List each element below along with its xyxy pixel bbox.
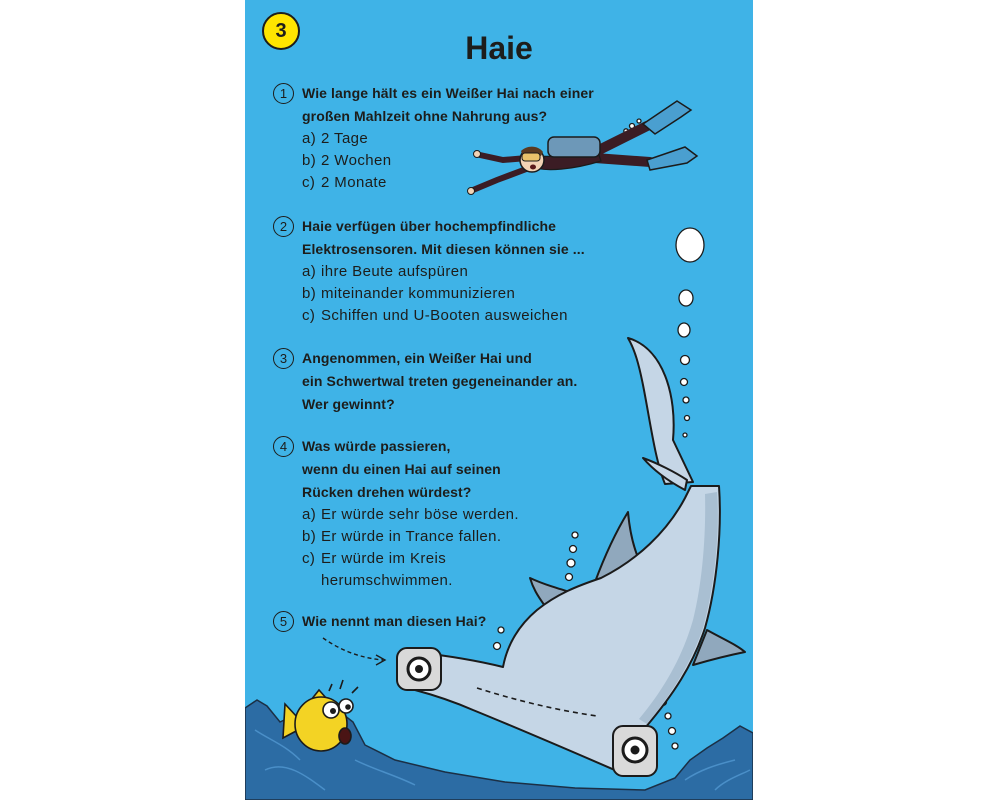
question-text: ein Schwertwal treten gegeneinander an. [302, 373, 578, 389]
question-text: Wie lange hält es ein Weißer Hai nach einer [302, 85, 594, 101]
question-3 [273, 347, 713, 416]
option-text: 2 Monate [321, 174, 387, 191]
question-text: Wie nennt man diesen Hai? [302, 613, 487, 629]
page-title: Haie [465, 30, 533, 66]
question-text: Elektrosensoren. Mit diesen können sie ... [302, 241, 585, 257]
question-text: Wer gewinnt? [302, 396, 395, 412]
question-number: 2 [273, 216, 294, 237]
option-text-line: herumschwimmen. [321, 572, 453, 589]
question-number: 1 [273, 83, 294, 104]
question-text: großen Mahlzeit ohne Nahrung aus? [302, 108, 548, 124]
question-number: 5 [273, 611, 294, 632]
question-5 [273, 610, 713, 633]
option-letter: a) [302, 263, 317, 280]
question-number: 3 [273, 348, 294, 369]
option-letter: a) [302, 506, 317, 523]
answer-option [302, 504, 713, 526]
dashed-arrow-icon [323, 638, 385, 665]
option-text [321, 548, 453, 592]
option-letter: a) [302, 130, 317, 147]
answer-option [302, 261, 713, 283]
option-letter: c) [302, 174, 316, 191]
question-text: Haie verfügen über hochempfindliche [302, 218, 556, 234]
question-4 [273, 435, 713, 592]
option-text-line: Er würde im Kreis [321, 550, 447, 567]
option-text: Schiffen und U-Booten ausweichen [321, 307, 568, 324]
question-text: Rücken drehen würdest? [302, 484, 472, 500]
option-letter: b) [302, 528, 317, 545]
option-text: 2 Wochen [321, 152, 392, 169]
answer-option [302, 526, 713, 548]
question-2 [273, 215, 713, 327]
shark-eye-left [397, 648, 441, 690]
option-text: Er würde in Trance fallen. [321, 528, 502, 545]
question-1 [273, 82, 713, 194]
question-number: 4 [273, 436, 294, 457]
shark-eye-right [613, 726, 657, 776]
card-number-badge: 3 [262, 12, 300, 50]
answer-option [302, 150, 713, 172]
option-text: ihre Beute aufspüren [321, 263, 469, 280]
option-text: 2 Tage [321, 130, 369, 147]
option-text: miteinander kommunizieren [321, 285, 516, 302]
option-letter: b) [302, 285, 317, 302]
option-text: Er würde sehr böse werden. [321, 506, 519, 523]
answer-option [302, 172, 713, 194]
option-letter: b) [302, 152, 317, 169]
question-text: wenn du einen Hai auf seinen [302, 461, 501, 477]
answer-option [302, 128, 713, 150]
question-text: Angenommen, ein Weißer Hai und [302, 350, 532, 366]
answer-option [302, 283, 713, 305]
option-letter: c) [302, 550, 316, 567]
question-text: Was würde passieren, [302, 438, 451, 454]
option-letter: c) [302, 307, 316, 324]
quiz-card [245, 0, 753, 800]
answer-option [302, 548, 713, 592]
answer-option [302, 305, 713, 327]
